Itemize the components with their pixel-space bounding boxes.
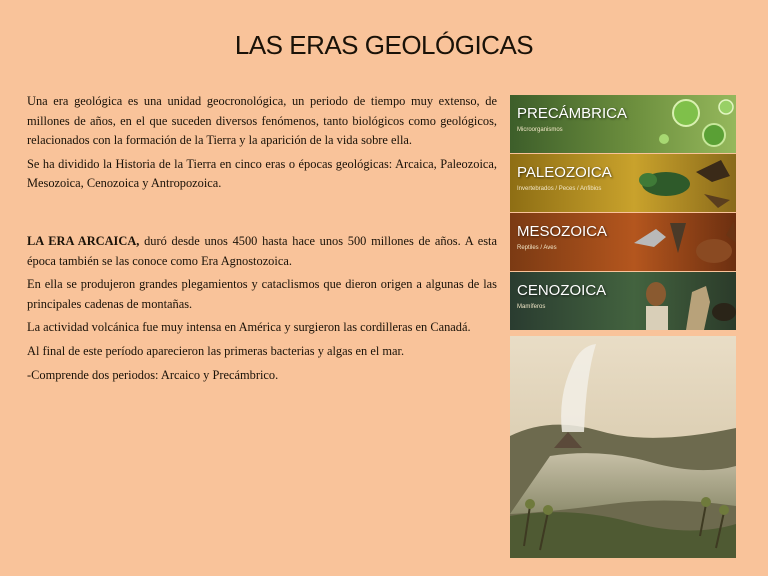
paragraph-plegamientos: En ella se produjeron grandes plegamientos y cataclismos que dieron origen a algunas de las principales cadenas de montañas. — [27, 277, 497, 311]
amphibian-icon — [626, 154, 736, 212]
era-name: PRECÁMBRICA — [517, 105, 628, 122]
paragraph-division: Se ha dividido la Historia de la Tierra en cinco eras o épocas geológicas: Arcaica, Paleozoica, Mesozoica, Cenozoica y Antropozoica. — [27, 156, 497, 191]
era-subtitle: Invertebrados / Peces / Anfibios — [517, 186, 602, 192]
paragraph-arcaica — [27, 232, 497, 271]
dinosaur-icon — [626, 213, 736, 271]
era-name: MESOZOICA — [517, 223, 608, 240]
paragraph-bacterias: Al final de este período aparecieron las primeras bacterias y algas en el mar. — [27, 343, 405, 358]
paragraph-periodos: -Comprende dos periodos: Arcaico y Precámbrico. — [27, 367, 279, 382]
era-name: PALEOZOICA — [517, 164, 612, 181]
era-subtitle: Mamíferos — [517, 304, 546, 310]
arcaica-heading: LA ERA ARCAICA, — [27, 233, 140, 248]
microorganism-icon — [626, 95, 736, 153]
archaic-landscape-image — [510, 336, 736, 558]
mammal-icon — [626, 272, 736, 330]
era-band-paleozoica — [510, 154, 736, 212]
era-band-precambrica — [510, 95, 736, 153]
arcaica-text: duró desde unos 4500 hasta hace unos 500 millones de años. A esta época también se las conoce como Era Agnostozoica. — [27, 233, 498, 268]
era-subtitle: Microorganismos — [517, 127, 563, 133]
era-band-mesozoica — [510, 213, 736, 271]
paragraph-definition: Una era geológica es una unidad geocronológica, un periodo de tiempo muy extenso, de millones de años, en el que suceden diversos fenómenos, tanto biológicos como geológicos, relacionados con la formación de la Tierra y la aparición de la vida sobre ella. — [27, 94, 497, 148]
body-text — [27, 92, 497, 389]
slide-title: LAS ERAS GEOLÓGICAS — [234, 30, 534, 60]
era-subtitle: Reptiles / Aves — [517, 245, 557, 251]
eras-image — [510, 95, 736, 329]
era-band-cenozoica — [510, 272, 736, 330]
paragraph-volcanic: La actividad volcánica fue muy intensa en América y surgieron las cordilleras en Canadá. — [27, 320, 471, 335]
era-name: CENOZOICA — [517, 282, 607, 299]
